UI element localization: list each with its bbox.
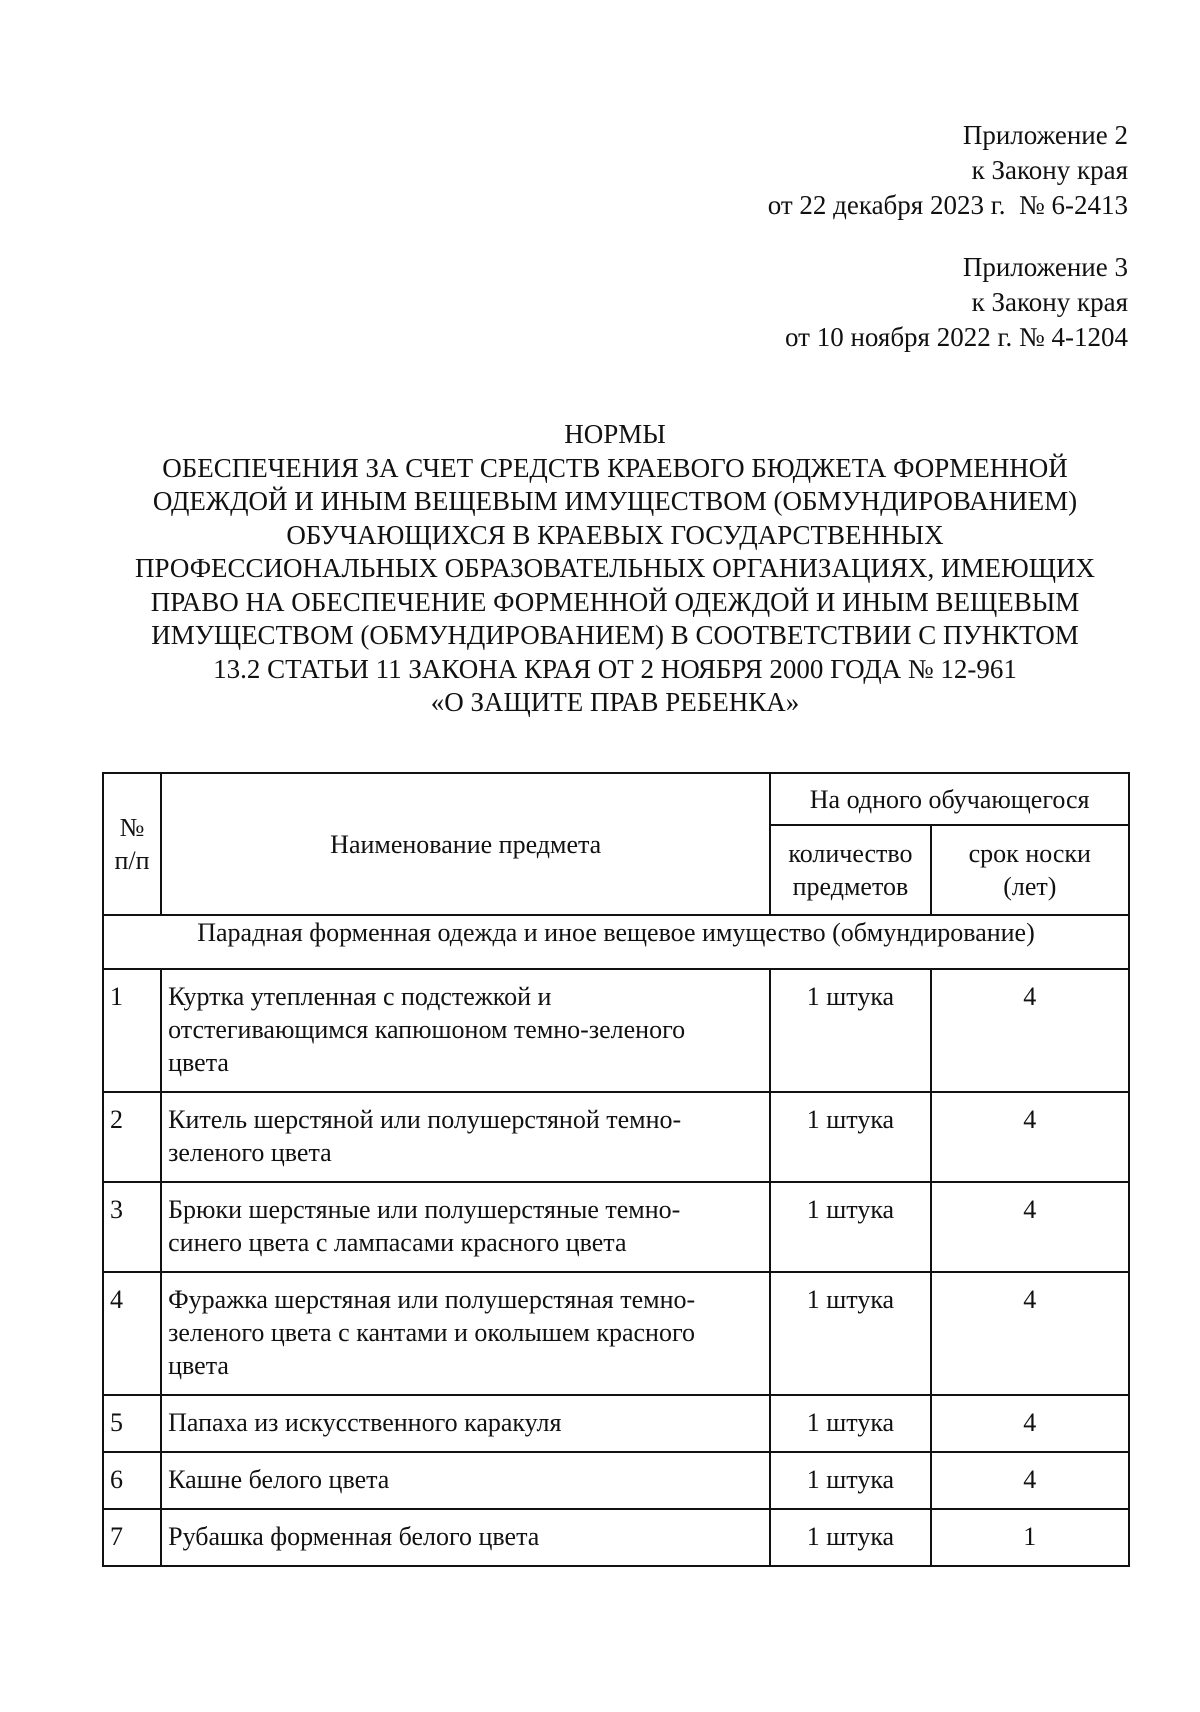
row-item-name [161,1452,770,1509]
row-item-name [161,1395,770,1452]
table-row [103,1509,1129,1566]
row-item-name-line: Китель шерстяной или полушерстяной темно- [168,1105,682,1134]
title-line-8: «О ЗАЩИТЕ ПРАВ РЕБЕНКА» [430,687,800,717]
row-wear-term: 4 [931,1092,1129,1182]
title-line-6: ИМУЩЕСТВОМ (ОБМУНДИРОВАНИЕМ) В СООТВЕТСТВИИ С ПУНКТОМ [151,620,1079,650]
row-number: 4 [103,1272,161,1395]
header-number-pp: п/п [114,846,150,875]
header-item-name: Наименование предмета [161,773,770,915]
title-line-1: ОБЕСПЕЧЕНИЯ ЗА СЧЕТ СРЕДСТВ КРАЕВОГО БЮДЖЕТА ФОРМЕННОЙ [162,452,1068,483]
row-item-name [161,1182,770,1272]
row-number: 7 [103,1509,161,1566]
table-row [103,1452,1129,1509]
table-header-row [103,773,1129,825]
table-row [103,1272,1129,1395]
row-number: 5 [103,1395,161,1452]
row-item-name [161,1272,770,1395]
row-quantity: 1 штука [770,1452,930,1509]
title-heading: НОРМЫ [564,419,666,449]
header-wear-term-line-2: (лет) [1003,872,1057,901]
appendix-2-block [768,118,1128,223]
document-title [80,418,1150,720]
header-wear-term-line-1: срок носки [968,839,1091,868]
row-wear-term: 4 [931,969,1129,1092]
header-number [103,773,161,915]
row-item-name-line: цвета [168,1048,229,1077]
row-wear-term: 4 [931,1452,1129,1509]
title-line-3: ОБУЧАЮЩИХСЯ В КРАЕВЫХ ГОСУДАРСТВЕННЫХ [286,519,944,550]
header-number-sign: № [119,813,145,842]
appendix-3-block [785,250,1128,355]
row-wear-term: 1 [931,1509,1129,1566]
title-line-7: 13.2 СТАТЬИ 11 ЗАКОНА КРАЯ ОТ 2 НОЯБРЯ 2000 ГОДА № 12-961 [213,653,1017,684]
appendix-2-title: Приложение 2 [962,120,1128,150]
row-item-name [161,1092,770,1182]
row-item-name-line: цвета [168,1351,229,1380]
row-item-name-line: зеленого цвета с кантами и околышем красного [168,1318,695,1347]
row-quantity: 1 штука [770,1272,930,1395]
row-item-name-line: Рубашка форменная белого цвета [168,1522,540,1551]
row-item-name-line: Фуражка шерстяная или полушерстяная темно- [168,1285,696,1314]
appendix-3-law-ref: к Закону края [971,287,1128,317]
row-item-name-line: отстегивающимся капюшоном темно-зеленого [168,1015,686,1044]
row-quantity: 1 штука [770,1092,930,1182]
title-line-4: ПРОФЕССИОНАЛЬНЫХ ОБРАЗОВАТЕЛЬНЫХ ОРГАНИЗАЦИЯХ, ИМЕЮЩИХ [135,553,1095,583]
header-quantity-line-2: предметов [792,872,909,901]
table-body [103,915,1129,1566]
row-number: 6 [103,1452,161,1509]
title-line-2: ОДЕЖДОЙ И ИНЫМ ВЕЩЕВЫМ ИМУЩЕСТВОМ (ОБМУНДИРОВАНИЕМ) [152,486,1078,516]
row-quantity: 1 штука [770,969,930,1092]
section-title: Парадная форменная одежда и иное вещевое имущество (обмундирование) [103,915,1129,969]
header-per-student: На одного обучающегося [770,773,1129,825]
row-number: 2 [103,1092,161,1182]
row-item-name-line: зеленого цвета [168,1138,332,1167]
row-wear-term: 4 [931,1272,1129,1395]
appendix-2-date: от 22 декабря 2023 г. № 6-2413 [767,190,1128,220]
row-item-name-line: Кашне белого цвета [168,1465,390,1494]
row-quantity: 1 штука [770,1395,930,1452]
table-row [103,1182,1129,1272]
row-item-name-line: Папаха из искусственного каракуля [168,1408,562,1437]
header-quantity [770,825,930,915]
header-quantity-line-1: количество [788,839,913,868]
row-item-name-line: Куртка утепленная с подстежкой и [168,982,552,1011]
table-row [103,1092,1129,1182]
row-quantity: 1 штука [770,1182,930,1272]
row-item-name-line: синего цвета с лампасами красного цвета [168,1228,627,1257]
appendix-3-date: от 10 ноября 2022 г. № 4-1204 [785,322,1128,352]
row-wear-term: 4 [931,1395,1129,1452]
row-item-name [161,1509,770,1566]
norms-table [102,772,1130,1567]
row-number: 1 [103,969,161,1092]
row-number: 3 [103,1182,161,1272]
table-row [103,1395,1129,1452]
header-wear-term [931,825,1129,915]
section-row [103,915,1129,969]
row-quantity: 1 штука [770,1509,930,1566]
row-wear-term: 4 [931,1182,1129,1272]
table-row [103,969,1129,1092]
appendix-2-law-ref: к Закону края [971,155,1128,185]
row-item-name [161,969,770,1092]
appendix-3-title: Приложение 3 [962,252,1128,282]
title-line-5: ПРАВО НА ОБЕСПЕЧЕНИЕ ФОРМЕННОЙ ОДЕЖДОЙ И ИНЫМ ВЕЩЕВЫМ [150,586,1080,617]
row-item-name-line: Брюки шерстяные или полушерстяные темно- [168,1195,681,1224]
